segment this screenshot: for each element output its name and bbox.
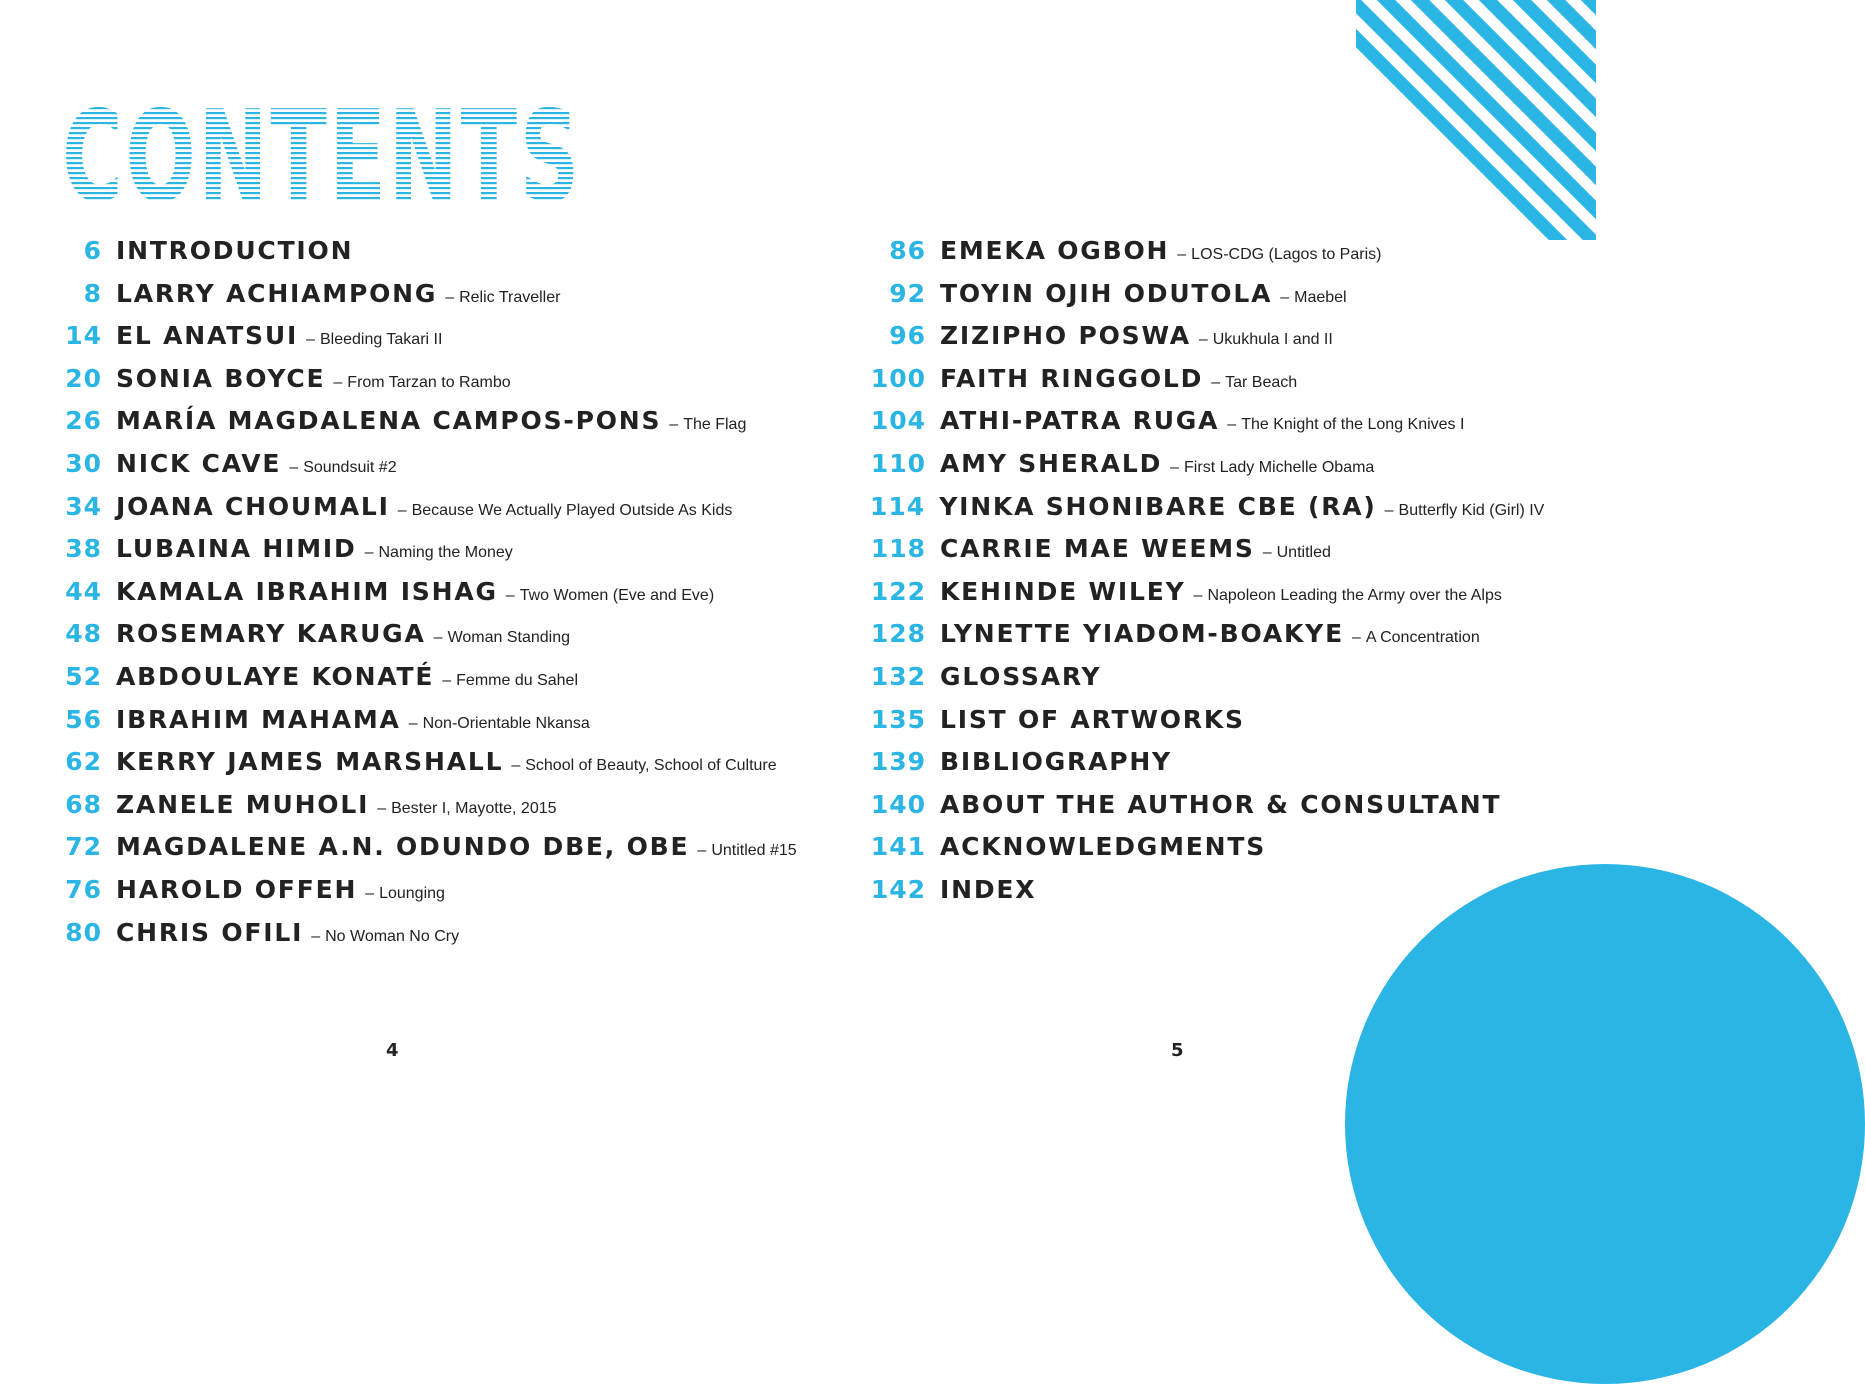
toc-page-number: 76 (65, 874, 102, 904)
toc-page-number: 6 (83, 236, 102, 265)
circle-decoration (1345, 864, 1865, 1384)
toc-entry (870, 747, 1530, 790)
toc-entry (56, 662, 816, 705)
toc-entry (56, 321, 816, 364)
toc-separator: – (1351, 629, 1361, 647)
toc-entry (56, 279, 816, 322)
toc-artwork-title: First Lady Michelle Obama (1184, 458, 1375, 476)
toc-entry (870, 577, 1530, 620)
toc-entry (870, 790, 1530, 833)
stripe (1614, 0, 1865, 250)
toc-entry (56, 832, 816, 875)
toc-page-number: 48 (65, 619, 102, 649)
toc-entry (870, 534, 1530, 577)
stripe (1580, 0, 1840, 250)
toc-artwork-title: Relic Traveller (459, 288, 561, 306)
toc-artwork-title: Untitled #15 (711, 842, 797, 860)
toc-page-number: 20 (65, 363, 102, 393)
toc-separator: – (364, 544, 374, 562)
toc-entry-title: CARRIE MAE WEEMS (940, 534, 1255, 564)
toc-separator: – (397, 501, 407, 519)
toc-entry-title: KEHINDE WILEY (940, 576, 1186, 606)
toc-separator: – (697, 842, 707, 860)
toc-page-number: 100 (870, 363, 926, 393)
toc-entry-title: ATHI-PATRA RUGA (940, 406, 1220, 436)
stripe (1818, 0, 1865, 250)
toc-entry (870, 832, 1530, 875)
toc-entry-title: EMEKA OGBOH (940, 236, 1170, 265)
toc-artwork-title: Butterfly Kid (Girl) IV (1398, 501, 1545, 519)
toc-artwork-title: A Concentration (1365, 629, 1480, 647)
toc-entry (56, 619, 816, 662)
toc-artwork-title: Tar Beach (1225, 373, 1298, 391)
page-number-left: 4 (386, 1040, 399, 1061)
toc-separator: – (1280, 288, 1290, 306)
toc-page-number: 141 (870, 832, 926, 862)
toc-separator: – (511, 757, 521, 775)
toc-page-number: 110 (870, 448, 926, 478)
toc-entry-title: EL ANATSUI (116, 321, 299, 351)
toc-entry (870, 279, 1530, 322)
toc-entry-title: FAITH RINGGOLD (940, 363, 1204, 393)
toc-entry-title: NICK CAVE (116, 448, 282, 478)
toc-entry (870, 321, 1530, 364)
toc-entry-title: AMY SHERALD (940, 448, 1163, 478)
toc-entry-title: TOYIN OJIH ODUTOLA (940, 278, 1273, 308)
toc-page-number: 140 (870, 789, 926, 819)
toc-entry-title: LUBAINA HIMID (116, 534, 357, 564)
toc-separator: – (1227, 416, 1237, 434)
toc-entry (56, 918, 816, 961)
toc-entry (870, 491, 1545, 535)
toc-artwork-title: Woman Standing (447, 629, 571, 647)
stripe (1376, 0, 1636, 250)
toc-page-number: 80 (65, 917, 102, 947)
toc-separator: – (505, 586, 515, 604)
toc-artwork-title: Non-Orientable Nkansa (422, 714, 590, 732)
toc-entry-title: ZIZIPHO POSWA (940, 321, 1191, 351)
toc-entry (56, 747, 816, 790)
toc-artwork-title: The Knight of the Long Knives I (1241, 416, 1465, 434)
page-number-right: 5 (1171, 1040, 1184, 1061)
toc-entry-title: JOANA CHOUMALI (116, 491, 390, 521)
toc-page-number: 139 (870, 747, 926, 777)
toc-page-number: 104 (870, 406, 926, 436)
toc-page-number: 132 (870, 661, 926, 691)
toc-entry (870, 364, 1530, 407)
toc-entry-title: HAROLD OFFEH (116, 874, 358, 904)
toc-page-number: 34 (65, 491, 102, 521)
toc-artwork-title: Lounging (379, 884, 445, 902)
toc-page-number: 118 (870, 534, 926, 564)
toc-page-number: 114 (870, 491, 926, 521)
toc-entry-title: ACKNOWLEDGMENTS (940, 832, 1267, 862)
toc-entry (56, 534, 816, 577)
stripe (1648, 0, 1865, 250)
toc-artwork-title: Femme du Sahel (456, 671, 578, 689)
toc-separator: – (1384, 501, 1394, 519)
toc-page-number: 86 (889, 236, 926, 265)
toc-artwork-title: Naming the Money (378, 544, 513, 562)
toc-entry-title: LYNETTE YIADOM-BOAKYE (940, 619, 1344, 649)
toc-artwork-title: School of Beauty, School of Culture (525, 757, 777, 775)
toc-page-number: 38 (65, 534, 102, 564)
toc-entry-title: MARÍA MAGDALENA CAMPOS-PONS (116, 406, 662, 436)
stripe (1716, 0, 1865, 250)
toc-entry-title: KAMALA IBRAHIM ISHAG (116, 576, 498, 606)
toc-entry-title: BIBLIOGRAPHY (940, 747, 1172, 777)
diagonal-stripes-decoration (1356, 0, 1596, 240)
toc-page-number: 92 (889, 278, 926, 308)
toc-page-number: 8 (83, 278, 102, 308)
svg-text:CONTENTS: CONTENTS (62, 83, 582, 230)
toc-separator: – (445, 288, 455, 306)
toc-entry (56, 236, 816, 279)
toc-artwork-title: From Tarzan to Rambo (347, 373, 511, 391)
toc-separator: – (311, 927, 321, 945)
toc-page-number: 52 (65, 661, 102, 691)
toc-separator: – (408, 714, 418, 732)
toc-separator: – (306, 331, 315, 349)
toc-page-number: 26 (65, 406, 102, 436)
contents-column-left (56, 236, 816, 960)
toc-entry-title: ABDOULAYE KONATÉ (116, 661, 435, 691)
toc-page-number: 30 (65, 448, 102, 478)
toc-page-number: 96 (889, 321, 926, 351)
toc-entry-title: ROSEMARY KARUGA (116, 619, 426, 649)
toc-artwork-title: Two Women (Eve and Eve) (519, 586, 715, 604)
toc-entry (870, 449, 1530, 492)
toc-artwork-title: Because We Actually Played Outside As Kids (411, 501, 733, 519)
toc-separator: – (333, 373, 343, 391)
toc-artwork-title: The Flag (683, 416, 747, 434)
toc-page-number: 135 (870, 704, 926, 734)
toc-entry-title: ABOUT THE AUTHOR & CONSULTANT (940, 789, 1502, 819)
toc-separator: – (377, 799, 387, 817)
toc-separator: – (433, 629, 443, 647)
toc-separator: – (1177, 246, 1187, 263)
stripe (1682, 0, 1865, 250)
toc-separator: – (1170, 458, 1180, 476)
toc-separator: – (1211, 373, 1221, 391)
toc-separator: – (365, 884, 375, 902)
toc-separator: – (1262, 544, 1272, 562)
toc-separator: – (1198, 331, 1208, 349)
toc-page-number: 62 (65, 747, 102, 777)
contents-column-right (870, 236, 1545, 918)
toc-artwork-title: Maebel (1294, 288, 1347, 306)
toc-entry-title: KERRY JAMES MARSHALL (116, 747, 504, 777)
toc-entry-title: YINKA SHONIBARE CBE (RA) (939, 491, 1377, 521)
toc-entry (56, 577, 816, 620)
toc-entry-title: MAGDALENE A.N. ODUNDO DBE, OBE (116, 832, 690, 862)
toc-separator: – (289, 458, 299, 476)
toc-entry (870, 406, 1530, 449)
toc-entry (56, 449, 816, 492)
toc-entry (870, 875, 1530, 918)
toc-entry-title: CHRIS OFILI (116, 917, 304, 947)
toc-entry (870, 662, 1530, 705)
toc-entry (56, 492, 816, 535)
toc-entry (56, 406, 816, 449)
toc-page-number: 14 (65, 321, 102, 351)
toc-entry-title: INTRODUCTION (116, 236, 354, 265)
toc-page-number: 122 (870, 576, 926, 606)
stripe (1750, 0, 1865, 250)
toc-artwork-title: Bester I, Mayotte, 2015 (391, 799, 557, 817)
toc-page-number: 68 (65, 789, 102, 819)
toc-separator: – (669, 416, 679, 434)
toc-separator: – (1193, 586, 1203, 604)
toc-entry-title: INDEX (940, 874, 1037, 904)
toc-entry (870, 705, 1530, 748)
toc-page-number: 128 (870, 619, 926, 649)
toc-entry (56, 364, 816, 407)
toc-entry-title: LARRY ACHIAMPONG (116, 278, 438, 308)
toc-artwork-title: Bleeding Takari II (319, 331, 443, 349)
toc-entry (870, 236, 1530, 279)
toc-entry-title: SONIA BOYCE (116, 363, 326, 393)
toc-page-number: 44 (65, 576, 102, 606)
toc-entry (56, 790, 816, 833)
toc-entry-title: IBRAHIM MAHAMA (116, 704, 401, 734)
toc-artwork-title: Napoleon Leading the Army over the Alps (1207, 586, 1502, 604)
toc-artwork-title: Soundsuit #2 (303, 458, 397, 476)
toc-page-number: 72 (65, 832, 102, 862)
toc-artwork-title: Untitled (1276, 544, 1331, 562)
contents-title (62, 83, 602, 230)
toc-entry (56, 875, 816, 918)
toc-artwork-title: LOS-CDG (Lagos to Paris) (1191, 246, 1382, 263)
toc-page-number: 142 (870, 874, 926, 904)
toc-entry (870, 619, 1530, 662)
toc-entry (56, 705, 816, 748)
toc-page-number: 56 (65, 704, 102, 734)
toc-artwork-title: No Woman No Cry (325, 927, 460, 945)
toc-entry-title: GLOSSARY (940, 661, 1102, 691)
toc-separator: – (442, 671, 452, 689)
stripe (1784, 0, 1865, 250)
toc-artwork-title: Ukukhula I and II (1212, 331, 1333, 349)
toc-entry-title: LIST OF ARTWORKS (940, 704, 1245, 734)
toc-entry-title: ZANELE MUHOLI (116, 789, 370, 819)
